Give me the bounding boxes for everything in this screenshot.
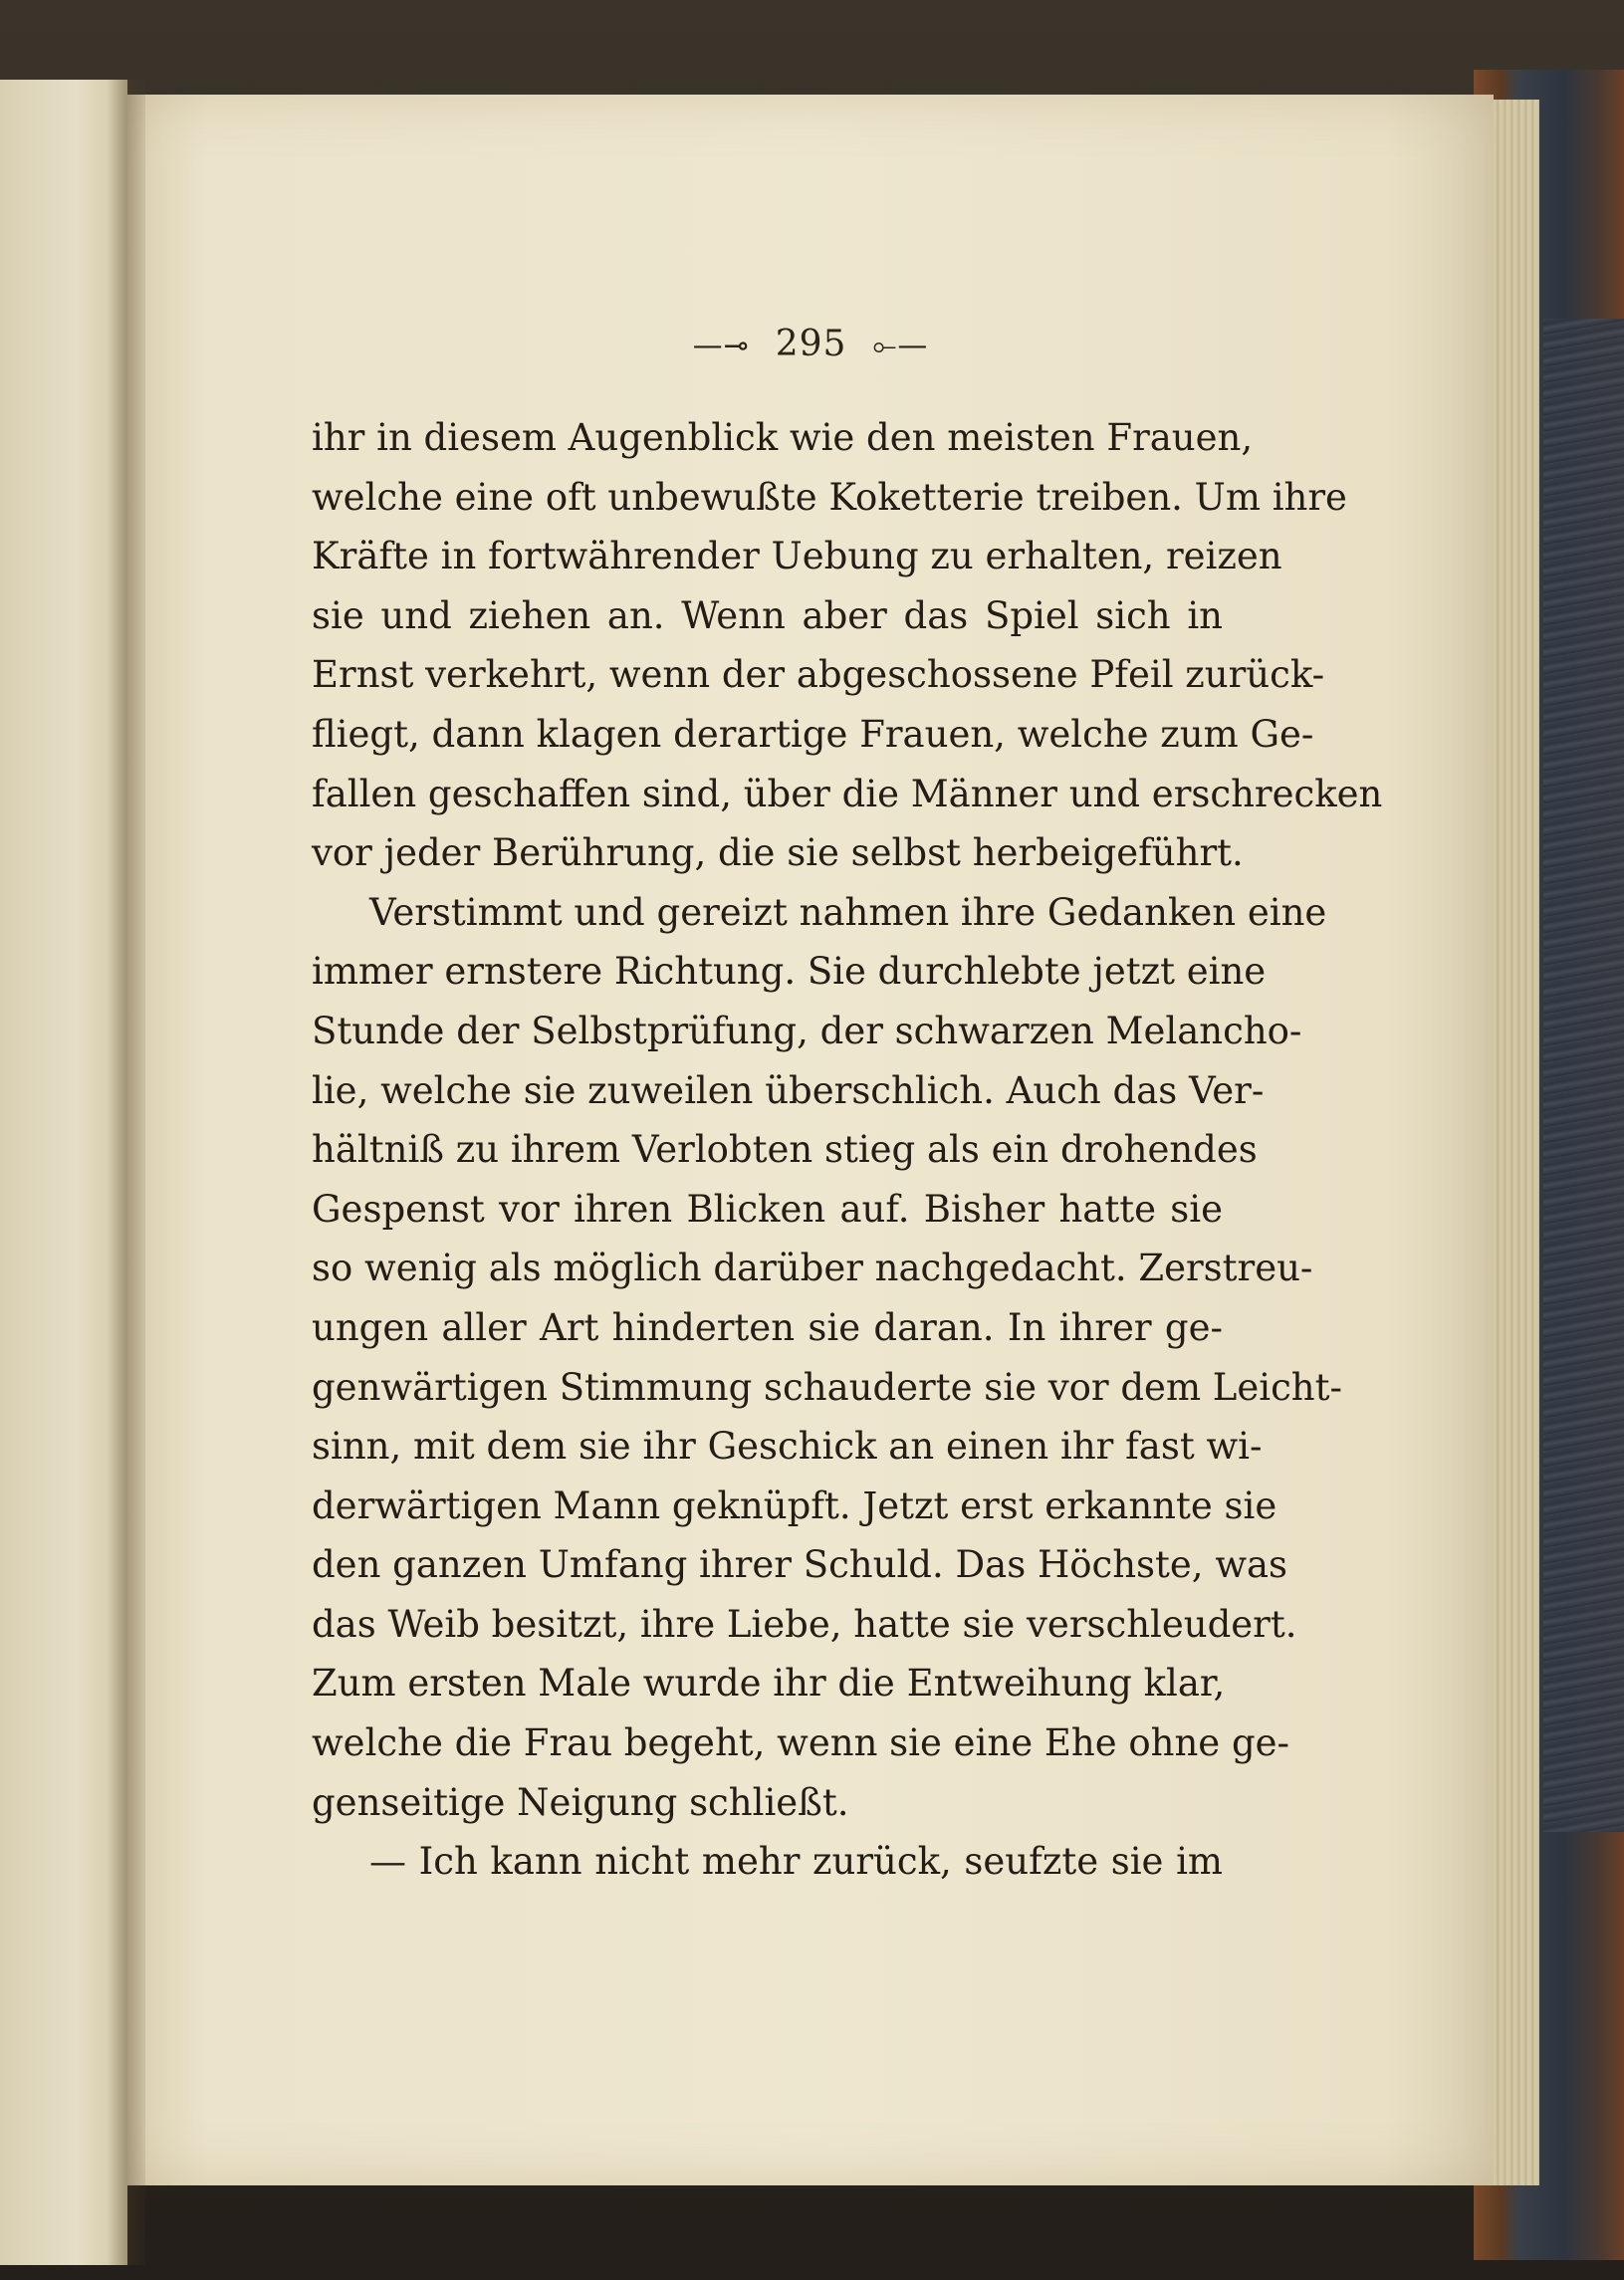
book-spine-texture: [1543, 319, 1624, 1832]
page-number: 295: [775, 324, 847, 364]
body-text: [312, 408, 1383, 1892]
text-line: Verstimmt und gereizt nahmen ihre Gedanken eine: [369, 890, 1327, 934]
text-line: sie und ziehen an. Wenn aber das Spiel sich in: [312, 593, 1223, 637]
text-line: fallen geschaffen sind, über die Männer und erschrecken: [312, 772, 1383, 815]
text-line: Ernst verkehrt, wenn der abgeschossene Pfeil zurück-: [312, 653, 1325, 697]
text-line: genwärtigen Stimmung schauderte sie vor dem Leicht-: [312, 1365, 1343, 1409]
text-line: das Weib besitzt, ihre Liebe, hatte sie verschleudert.: [312, 1602, 1297, 1646]
text-line: Kräfte in fortwährender Uebung zu erhalten, reizen: [312, 535, 1282, 578]
text-line: ungen aller Art hinderten sie daran. In ihrer ge-: [312, 1305, 1223, 1349]
text-line: lie, welche sie zuweilen überschlich. Auch das Ver-: [312, 1068, 1265, 1112]
text-line: den ganzen Umfang ihrer Schuld. Das Höchste, was: [312, 1543, 1288, 1587]
book-gutter: [108, 80, 145, 2265]
ornament-right: ⟜—: [872, 329, 929, 363]
text-line: — Ich kann nicht mehr zurück, seufzte sie im: [369, 1840, 1223, 1884]
text-line: Zum ersten Male wurde ihr die Entweihung klar,: [312, 1662, 1226, 1706]
text-line: sinn, mit dem sie ihr Geschick an einen ihr fast wi-: [312, 1425, 1263, 1469]
text-line: Gespenst vor ihren Blicken auf. Bisher hatte sie: [312, 1187, 1223, 1231]
page-header: [127, 324, 1494, 364]
text-line: fliegt, dann klagen derartige Frauen, welche zum Ge-: [312, 712, 1314, 756]
text-line: derwärtigen Mann geknüpft. Jetzt erst erkannte sie: [312, 1483, 1277, 1527]
text-line: hältniß zu ihrem Verlobten stieg als ein drohendes: [312, 1128, 1258, 1172]
ornament-left: —⊸: [692, 329, 750, 363]
text-line: so wenig als möglich darüber nachgedacht. Zerstreu-: [312, 1247, 1313, 1290]
text-line: welche eine oft unbewußte Koketterie treiben. Um ihre: [312, 475, 1347, 519]
text-line: ihr in diesem Augenblick wie den meisten Frauen,: [312, 416, 1254, 459]
text-line: genseitige Neigung schließt.: [312, 1780, 849, 1824]
text-line: vor jeder Berührung, die sie selbst herbeigeführt.: [312, 831, 1244, 875]
text-line: welche die Frau begeht, wenn sie eine Ehe ohne ge-: [312, 1721, 1290, 1765]
text-line: immer ernstere Richtung. Sie durchlebte jetzt eine: [312, 950, 1267, 994]
text-line: Stunde der Selbstprüfung, der schwarzen Melancho-: [312, 1009, 1302, 1052]
